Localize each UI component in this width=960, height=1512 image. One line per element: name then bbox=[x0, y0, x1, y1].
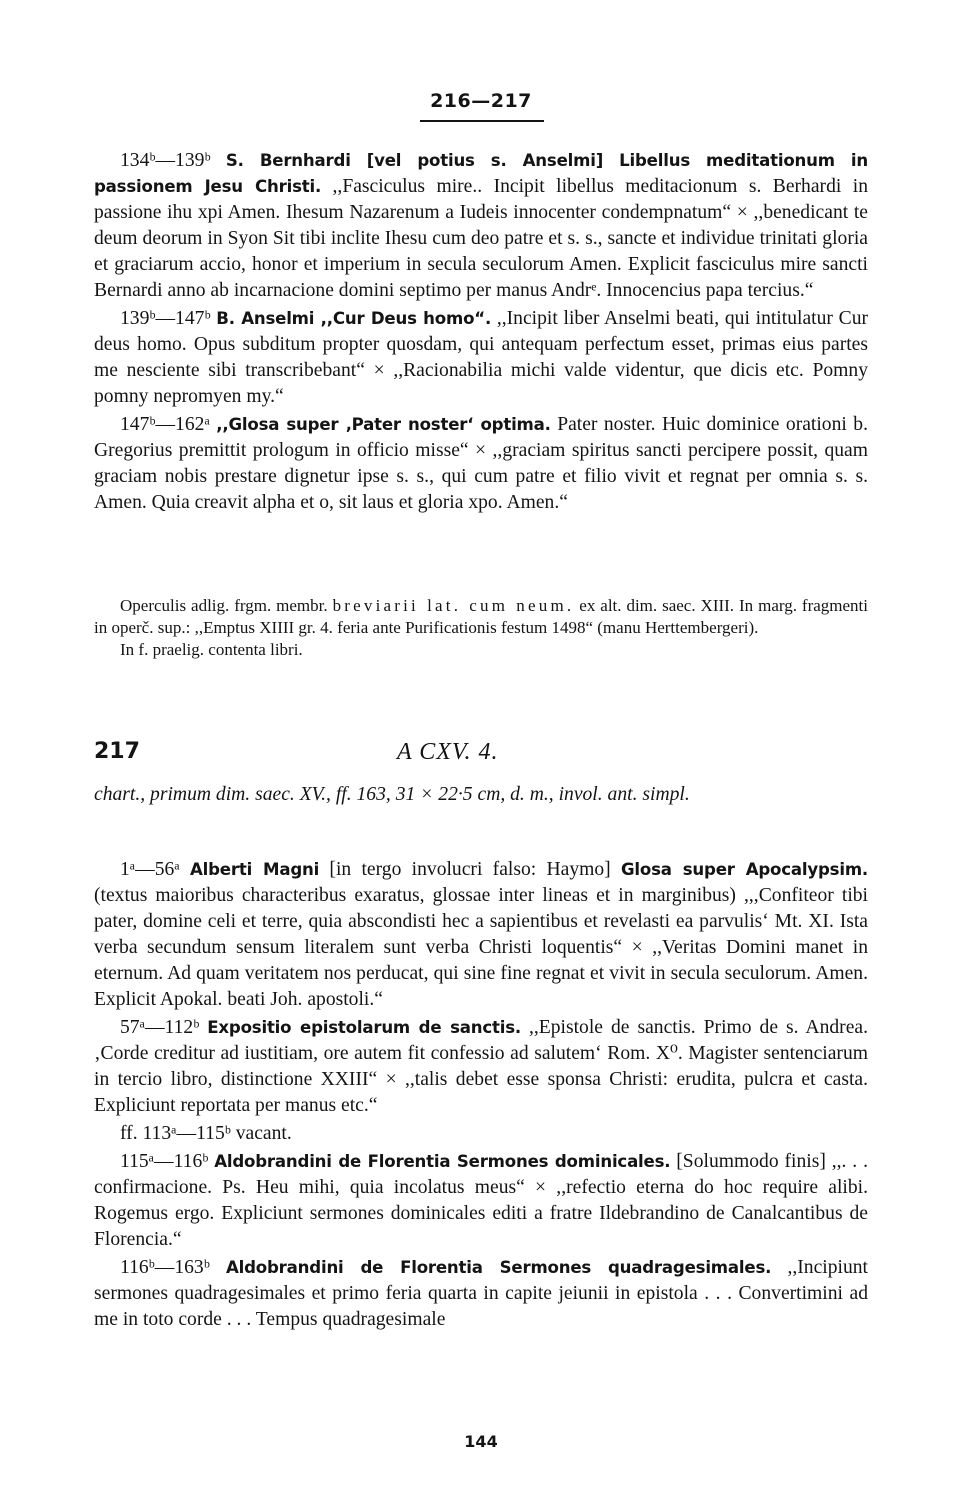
entry-title: S. Bernhardi [vel potius s. Anselmi] Libellus meditationum in passionem Jesu Christi. bbox=[94, 151, 868, 196]
entry-bracket-note: [in tergo involucri falso: Haymo] bbox=[329, 859, 611, 880]
entry-title: Expositio epistolarum de sanctis. bbox=[207, 1018, 521, 1037]
folio-range: 57ᵃ—112ᵇ bbox=[120, 1017, 200, 1038]
entry-title: Glosa super Apocalypsim. bbox=[621, 860, 869, 879]
entry-217-3 bbox=[94, 1149, 868, 1253]
entry-author: Alberti Magni bbox=[190, 860, 320, 879]
entry-title: ,,Glosa super ‚Pater noster‘ optima. bbox=[216, 415, 551, 434]
entry-text: ,,Fasciculus mire.. Incipit libellus meditacionum s. Berhardi in passione ihu xpi Amen. Ihesum Nazarenum a Iudeis innocenter condempnatum“ × ,,benedicant te deum deorum in Syon Sit tibi inclite Ihesu cum deo patre et s. s., sancte et individue trinitati gloria et graciarum accio, honor et imperium in secula seculorum Amen. Explicit fasciculus mire sancti Bernardi anno ab incarnacione domini septimo per manus Andrᵉ. Innocencius papa tercius.“ bbox=[94, 176, 868, 301]
entry-title: Aldobrandini de Florentia Sermones quadragesimales. bbox=[226, 1258, 772, 1277]
entry-text: ,,Incipit liber Anselmi beati, qui intitulatur Cur deus homo. Opus subditum propter quosdam, qui antequam perfectum esset, primas eius partes me nesciente sibi transcribebant“ × ,,Racionabilia michi valde videntur, que dicis etc. Pomny pomny nepromyen my.“ bbox=[94, 308, 869, 407]
entry-text: (textus maioribus characteribus exaratus, glossae inter lineas et in marginibus) ,,,Confiteor tibi pater, domine celi et terre, quia abscondisti hec a sapientibus et revelasti ea parvulis‘ Mt. XI. Ista verba secundum sensum literalem sunt verba Christi loquentis“ × ,,Veritas Domini manet in eternum. Ad quam veritatem nos perducat, qui sine fine regnat et vivit in secula seculorum. Amen. Explicit Apokal. beati Joh. apostoli.“ bbox=[94, 885, 868, 1010]
physical-description: chart., primum dim. saec. XV., ff. 163, 31 × 22·5 cm, d. m., invol. ant. simpl. bbox=[94, 784, 690, 805]
spaced-term: breviarii lat. cum neum. bbox=[332, 596, 575, 615]
entry-text: ff. 113ᵃ—115ᵇ vacant. bbox=[120, 1123, 292, 1144]
binding-note: Operculis adlig. frgm. membr. breviarii lat. cum neum. ex alt. dim. saec. XIII. In marg. fragmenti in operč. sup.: ,,Emptus XIIII gr. 4. feria ante Purificationis festum 1498“ (manu Herttembergeri). bbox=[94, 596, 868, 637]
entry-217-4 bbox=[94, 1255, 868, 1333]
entry-title: Aldobrandini de Florentia Sermones dominicales. bbox=[214, 1152, 671, 1171]
entry-text: ,,Incipiunt sermones quadragesimales et primo feria quarta in capite jeiunii in epistola . . . Convertimini ad me in toto corde . . . Tempus quadragesimale bbox=[94, 1257, 868, 1330]
codex-216-notes bbox=[94, 595, 868, 661]
running-head-rule bbox=[420, 120, 544, 122]
folio-range: 147ᵇ—162ᵃ bbox=[120, 414, 210, 435]
running-head: 216—217 bbox=[430, 90, 532, 112]
entry-216-1 bbox=[94, 148, 868, 304]
entry-text: ,,Epistole de sanctis. Primo de s. Andrea. ‚Corde creditur ad iustitiam, ore autem fit confessio ad salutem‘ Rom. X⁰. Magister sentenciarum in tercio libro, distinctione XXIII“ × ,,talis debet esse sponsa Christi: erudita, pulcra et casta. Expliciunt reportata per manus etc.“ bbox=[94, 1017, 868, 1116]
entry-217-vacant bbox=[94, 1121, 868, 1147]
entry-216-3 bbox=[94, 412, 868, 516]
codex-216-entries bbox=[94, 148, 868, 516]
codex-217-description bbox=[94, 782, 868, 808]
entry-text: [Solummodo finis] ,,. . . confirmacione. Ps. Heu mihi, quia incolatus meus“ × ,,refectio eterna do hoc require alibi. Rogemus ergo. Expliciunt sermones dominicales editi a fratre Ildebrandino de Canalcantibus de Florencia.“ bbox=[94, 1151, 868, 1250]
folio-range: 139ᵇ—147ᵇ bbox=[120, 308, 211, 329]
entry-216-2 bbox=[94, 306, 868, 410]
entry-217-1 bbox=[94, 857, 868, 1013]
codex-217-header bbox=[94, 737, 868, 777]
entry-217-2 bbox=[94, 1015, 868, 1119]
folio-range: 116ᵇ—163ᵇ bbox=[120, 1257, 210, 1278]
folio-range: 134ᵇ—139ᵇ bbox=[120, 150, 211, 171]
codex-217-entries bbox=[94, 857, 868, 1333]
folio-range: 1ᵃ—56ᵃ bbox=[120, 859, 180, 880]
entry-text: Pater noster. Huic dominice orationi b. Gregorius premittit prologum in officio misse“ × ,,graciam spiritus sancti percipere possit, quam graciam nobis prestare dignetur ipse s. s., qui cum patre et filio vivit et regnat per omnia s. s. Amen. Quia creavit alpha et o, sit laus et gloria xpo. Amen.“ bbox=[94, 414, 868, 513]
folio-range: 115ᵃ—116ᵇ bbox=[120, 1151, 209, 1172]
entry-title: B. Anselmi ,,Cur Deus homo“. bbox=[216, 309, 492, 328]
codex-number: 217 bbox=[94, 739, 140, 764]
contents-note: In f. praelig. contenta libri. bbox=[120, 640, 303, 659]
codex-signature: A CXV. 4. bbox=[397, 739, 499, 765]
document-page bbox=[94, 0, 868, 1512]
page-number: 144 bbox=[464, 1432, 498, 1451]
